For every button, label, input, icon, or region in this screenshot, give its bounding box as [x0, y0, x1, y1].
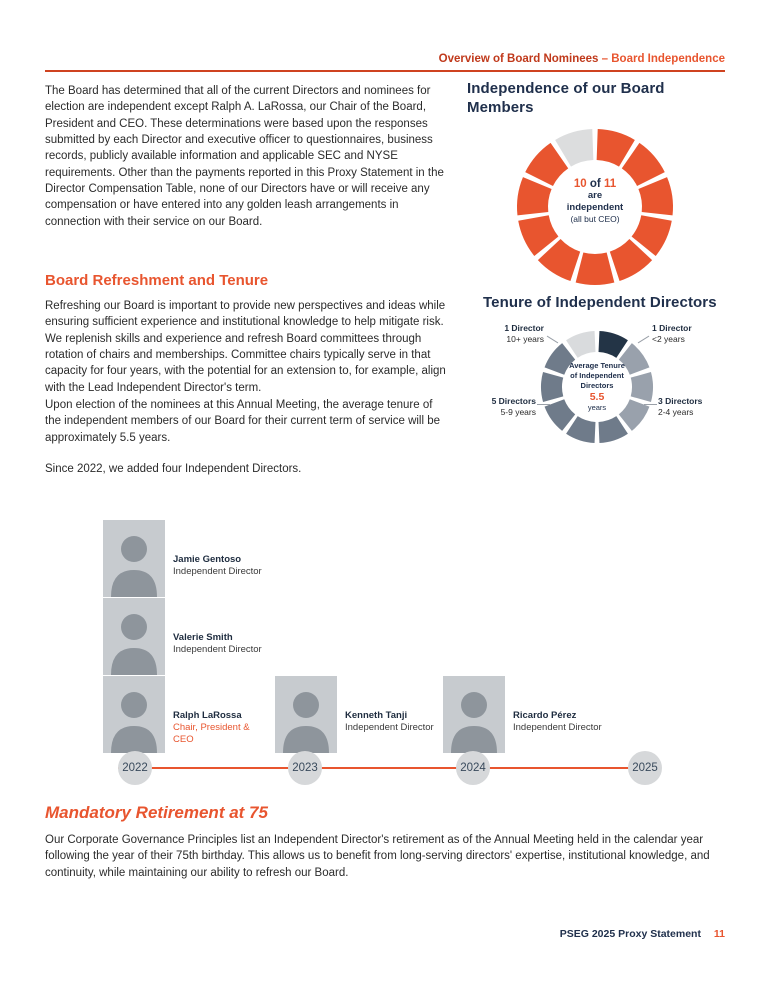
independence-chart-title: Independence of our Board Members — [467, 80, 665, 116]
timeline-year-2023: 2023 — [288, 751, 322, 785]
person-role: Independent Director — [513, 721, 602, 733]
independence-chart-center-label — [547, 178, 643, 226]
person-name: Kenneth Tanji — [345, 710, 408, 721]
of-word: of — [589, 178, 601, 190]
tenure-center-line1: Average Tenure — [569, 361, 625, 370]
person-role: Independent Director — [345, 721, 434, 733]
refreshment-paragraph-2: Upon election of the nominees at this Annual Meeting, the average tenure of the independent members of our Board for their current term of service will be approximately 5.5 years. — [45, 399, 441, 444]
leader-line — [644, 404, 657, 405]
tenure-center-line3: Directors — [580, 380, 614, 390]
header-rule — [45, 70, 725, 72]
tenure-label-under2-range: <2 years — [652, 334, 685, 345]
timeline-year-2025: 2025 — [628, 751, 662, 785]
refreshment-heading: Board Refreshment and Tenure — [45, 272, 269, 289]
footer-text: PSEG 2025 Proxy Statement — [559, 928, 701, 940]
tenure-label-2to4-count: 3 Directors — [658, 396, 703, 406]
independence-ratio — [547, 178, 643, 190]
tenure-label-10plus-range: 10+ years — [506, 334, 544, 345]
retirement-paragraph: Our Corporate Governance Principles list an Independent Director's retirement as of the Annual Meeting held in the calendar year following the year of their 75th birthday. This allows us to benefit from long-serving directors' expertise, institutional knowledge, and continuity, while maintaining our ability to refresh our Board. — [45, 834, 710, 879]
center-line-all-but-ceo: (all but CEO) — [570, 213, 620, 224]
person-silhouette-icon — [103, 676, 165, 753]
person-role: Chair, President & CEO — [173, 721, 250, 745]
tenure-label-under2 — [652, 323, 722, 345]
person-name: Ralph LaRossa — [173, 710, 242, 721]
page-header — [45, 53, 725, 65]
independent-count: 10 — [573, 178, 587, 190]
person-role: Independent Director — [173, 643, 262, 655]
intro-paragraph: The Board has determined that all of the current Directors and nominees for election are independent except Ralph A. LaRossa, our Chair of the Board, President and CEO. These determinations were based upon the responses submitted by each Director and executive officer to questionnaires, business records, publicly available information and applicable SEC and NYSE requirements. Other than the payments reported in this Proxy Statement in the Director Compensation Table, none of our Directors have or will receive any compensation or have entered into any golden leash arrangements in connection with their service on our Board. — [45, 85, 444, 228]
tenure-label-under2-count: 1 Director — [652, 323, 692, 333]
tenure-center-line2: of Independent — [570, 370, 624, 380]
center-line-are: are — [587, 190, 603, 201]
person-name: Ricardo Pérez — [513, 710, 577, 721]
tenure-label-5to9-count: 5 Directors — [491, 396, 536, 406]
tenure-label-2to4 — [658, 396, 728, 418]
person-role: Independent Director — [173, 565, 262, 577]
headshot-photo — [275, 676, 337, 753]
headshot-photo — [103, 520, 165, 597]
header-title-sub: – Board Independence — [601, 53, 725, 65]
person-silhouette-icon — [103, 520, 165, 597]
total-count: 11 — [603, 178, 617, 190]
refreshment-paragraph-1: Refreshing our Board is important to provide new perspectives and ideas while ensuring sufficient experience and institutional knowledge to help mitigate risk. We replenish skills and experience and refresh Board committees through rotation of chairs and memberships. Committee chairs typically serve in that capacity for four years, with the potential for an extension to, for example, align with the Lead Independent Director's term. — [45, 300, 446, 394]
tenure-chart-center-label — [557, 361, 637, 412]
tenure-label-10plus — [440, 323, 544, 345]
retirement-heading: Mandatory Retirement at 75 — [45, 803, 268, 822]
center-line-independent: independent — [566, 201, 624, 213]
timeline-year-2024: 2024 — [456, 751, 490, 785]
tenure-average-value: 5.5 — [589, 391, 605, 404]
person-silhouette-icon — [103, 598, 165, 675]
headshot-photo — [103, 598, 165, 675]
headshot-photo — [443, 676, 505, 753]
timeline-line — [118, 767, 645, 769]
headshot-photo — [103, 676, 165, 753]
person-name: Valerie Smith — [173, 632, 233, 643]
header-title-main: Overview of Board Nominees — [438, 53, 599, 65]
tenure-label-2to4-range: 2-4 years — [658, 407, 694, 418]
tenure-label-5to9-range: 5-9 years — [500, 407, 536, 418]
tenure-average-unit: years — [587, 403, 607, 413]
tenure-chart-title: Tenure of Independent Directors — [483, 294, 717, 311]
leader-line — [537, 404, 550, 405]
person-name: Jamie Gentoso — [173, 554, 242, 565]
page-footer — [560, 928, 725, 940]
page-number: 11 — [713, 928, 725, 940]
refreshment-paragraph-3: Since 2022, we added four Independent Directors. — [45, 463, 302, 475]
person-silhouette-icon — [275, 676, 337, 753]
tenure-label-10plus-count: 1 Director — [504, 323, 544, 333]
timeline-year-2022: 2022 — [118, 751, 152, 785]
tenure-label-5to9 — [432, 396, 536, 418]
person-silhouette-icon — [443, 676, 505, 753]
